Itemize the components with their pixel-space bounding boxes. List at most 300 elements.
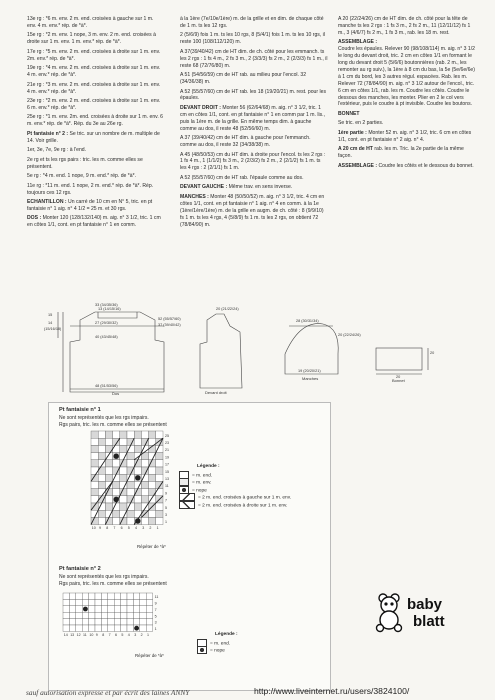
right-front-section [180,105,328,133]
chart-cell [98,510,105,517]
chart-cell [91,453,98,460]
chart-cell [63,606,69,612]
legend-item: = 2 m. end. croisées à gauche sur 1 m. env. [179,493,329,501]
chart-2-subtitle-2: Rgs pairs, tric. les m. comme elles se présentent [59,581,167,587]
paragraph: 19e rg : *4 m. env. 2 m. end. croisées à droite sur 1 m. env. 4 m. env.* rép. de *à*. [27,65,161,79]
paragraph: A 51 (54/56/59) cm de HT rab. au milieu pour l'encol. 32 (34/36/38) m. [180,72,307,86]
bobble-mark [83,607,88,612]
chart-cell [120,438,127,445]
hat-assembly-text: Coudre les côtés et le dessous du bonnet. [378,162,474,169]
chart-cell [91,517,98,524]
dos-mid-measure: 40 (43/45/48) [95,335,118,339]
chart-cell [95,619,101,625]
bobble-mark [135,518,140,523]
chart-cell [108,593,114,599]
chart-cell [127,453,134,460]
chart-cell [113,467,120,474]
chart-cell [76,593,82,599]
chart-cell [121,599,127,605]
chart-cell [76,619,82,625]
chart-cell [105,510,112,517]
assembly-section [338,39,476,108]
column-number: 8 [106,526,109,531]
chart-cell [101,599,107,605]
chart-cell [134,431,141,438]
chart-cell [149,431,156,438]
chart-cell [63,612,69,618]
chart-cell [91,481,98,488]
chart-cell [98,517,105,524]
dos-top-measure: 33 (34/35/36) [95,303,118,307]
manches-top-measure: 28 (30/31/34) [296,319,319,323]
legend-item: = m. end. [179,471,329,479]
chart-cell [156,445,163,452]
paragraph: A 20 (22/24/26) cm de HT dim. de ch. côté pour la tête de manche ts les 2 rgs : 1 fs 3 m., 2 fs 2 m., 11 (12/11/12) fs 1 m., 3 (4/6/7) fs 2 m., 1 fs 3 m., rab. les 18 m. rest. [338,16,471,36]
chart-cell [120,517,127,524]
chart-cell [127,625,133,631]
chart-cell [98,438,105,445]
chart-cell [127,510,134,517]
chart-cell [95,606,101,612]
hat-text: Se tric. en 2 parties. [338,120,384,127]
chart-cell [69,606,75,612]
chart-cell [108,599,114,605]
chart-cell [89,612,95,618]
hat-heading: BONNET [338,110,360,117]
column-number: 5 [121,632,124,637]
chart-cell [91,467,98,474]
paragraph: A 37(39/40/42) cm de HT dim. de ch. côté pour les emmanch. ts les 2 rgs : 1 fs 4 m., 2 fs 3 m., 2 (3/3/3) fs 2 m., 2 (2/3/3) fs 1 m., il reste 68 (72/76/80) m. [180,48,328,69]
chart-cell [156,489,163,496]
devant-top-measure: 20 (21/22/24) [216,307,239,311]
chart-2-legend [197,631,307,654]
column-number: 3 [134,632,137,637]
chart-cell [114,599,120,605]
chart-cell [89,593,95,599]
sleeves-section [180,194,328,229]
gauge-text: Un carré de 10 cm en N° 5, tric. en pt fantaisie n° 1 aig. n° 4 1/2 = 25 m. et 30 rgs. [27,199,153,212]
legend-item: = m. end. [197,639,307,647]
chart-cell [105,467,112,474]
dos-label: Dos [112,391,120,396]
column-number: 10 [91,526,96,531]
chart-cell [113,489,120,496]
chart-cell [98,474,105,481]
chart-cell [156,453,163,460]
chart-cell [149,481,156,488]
dos-bottom-measure: 48 (51/53/56) [95,384,118,388]
chart-cell [91,438,98,445]
instructions-column-1 [27,16,163,232]
hat-assembly [338,163,476,170]
chart-cell [113,431,120,438]
chart-cell [140,599,146,605]
logo-text-baby: baby [407,596,443,613]
chart-cell [134,460,141,467]
dos-height-4: 52 (55/57/60) [158,317,181,321]
chart-1-subtitle-2: Rgs pairs, tric. les m. comme elles se présentent [59,422,167,428]
chart-cell [121,625,127,631]
hat-part-1-heading: 1ère partie : [338,129,367,136]
column-number: 1 [156,526,159,531]
chart-cell [91,489,98,496]
chart-cell [91,510,98,517]
back-heading: DOS : [27,215,42,222]
dos-height-2: 14 [48,321,53,325]
chart-cell [76,606,82,612]
chart-cell [140,593,146,599]
baby-blatt-logo [373,592,473,632]
chart-cell [95,625,101,631]
chart-cell [134,467,141,474]
chart-cell [133,606,139,612]
row-number: 11 [154,595,159,600]
column-number: 7 [108,632,111,637]
paragraph: A 45 (48/50/53) cm du HT dim. à droite pour l'encol. ts les 2 rgs : 1 fs 4 m., 1 (1/1/2) fs 3 m., 2 (2/3/2) fs 2 m., 2 (2/1/2) fs 1 m. ts les 4 rgs : 2 (2/1/1) fs 1 m. [180,151,326,172]
legend-item: = nope [197,646,307,654]
chart-cell [114,612,120,618]
sleeves-heading: MANCHES : [180,193,209,200]
chart-cell [108,619,114,625]
bonnet-width-measure: 20 [396,375,401,379]
chart-cell [105,460,112,467]
chart-cell [120,445,127,452]
chart-2-subtitle-1: Ne sont représentés que les rgs impairs. [59,574,149,580]
chart-cell [63,593,69,599]
devant-label: Devant droit [205,390,227,395]
column-number: 6 [120,526,123,531]
chart-cell [82,625,88,631]
chart-cell [149,517,156,524]
chart-cell [76,625,82,631]
column-number: 12 [76,632,81,637]
column-number: 13 [70,632,75,637]
pattern-2-section [27,131,163,145]
chart-cell [105,517,112,524]
chart-cell [69,599,75,605]
chart-cell [95,612,101,618]
column-number: 3 [142,526,145,531]
source-url[interactable]: http://www.liveinternet.ru/users/3824100/ [254,686,410,696]
hat-part-2-heading: A 20 cm de HT [338,146,373,153]
hat-part-2-text: rab. les m. Tric. la 2e partie de la même façon. [338,146,464,160]
manches-height-measure: 20 (22/24/26) [338,333,361,337]
chart-cell [76,599,82,605]
chart-cell [120,489,127,496]
row-number: 21 [165,448,169,453]
chart-cell [98,445,105,452]
chart-cell [140,619,146,625]
chart-cell [89,625,95,631]
column-number: 5 [127,526,130,531]
column-number: 2 [140,632,143,637]
column-number: 4 [135,526,137,531]
chart-cell [141,474,148,481]
chart-cell [127,431,134,438]
chart-1-grid [55,429,169,537]
chart-cell [127,619,133,625]
cross-right-symbol [179,501,195,509]
back-section [27,215,163,229]
chart-1-title: Pt fantaisie n° 1 [59,407,101,413]
chart-cell [114,593,120,599]
row-number: 1 [165,520,167,525]
bobble-mark [113,453,118,458]
chart-cell [149,467,156,474]
chart-cell [149,460,156,467]
chart-1-repeat: Répéter de *à* [137,544,166,549]
chart-cell [146,619,152,625]
chart-cell [98,503,105,510]
paragraph: 2 (5/6/9) fois 1 m. ts les 10 rgs, 8 (5/4/1) fois 1 m. ts les 10 rgs, il reste 100 (108/112/120) m. [180,32,325,46]
gauge-section [27,199,163,213]
column-number: 9 [95,632,98,637]
column-number: 6 [115,632,117,637]
chart-cell [113,503,120,510]
paragraph: 2e rg et ts les rgs pairs : tric. les m. comme elles se présentent. [27,156,143,170]
chart-cell [133,612,139,618]
chart-cell [127,489,134,496]
chart-cell [108,606,114,612]
dos-height-1: 15 [48,313,53,317]
chart-cell [91,431,98,438]
row-number: 5 [154,614,157,619]
dos-height-3: (15/16/18) [44,327,62,331]
chart-cell [120,510,127,517]
logo-text-blatt: blatt [413,613,445,630]
row-number: 23 [165,440,169,445]
paragraph: 25e rg : *1 m. env. 2m. end. croisées à droite sur 1 m. env. 6 m. env.* rép. de *à*. Rép. du 3e au 26e rg. [27,114,163,128]
chart-cell [98,431,105,438]
chart-cell [69,625,75,631]
chart-cell [113,445,120,452]
chart-cell [120,481,127,488]
chart-cell [101,612,107,618]
bobble-mark [135,475,140,480]
chart-cell [120,467,127,474]
chart-cell [134,481,141,488]
chart-cell [105,445,112,452]
garment-schematics [0,296,495,396]
chart-cell [134,496,141,503]
chart-cell [141,481,148,488]
row-number: 3 [154,620,157,625]
chart-cell [101,593,107,599]
chart-cell [82,599,88,605]
chart-1-legend [179,463,329,508]
teddy-bear-icon [377,594,402,632]
row-number: 5 [165,505,167,510]
dos-shoulder-measure: 27 (29/30/32) [95,321,118,325]
right-front-text: Monter 56 (62/64/68) m. aig. n° 3 1/2, tric. 1 cm en côtes 1/1, cont. en pt fantaisie n° 1 en comm par 1 m. lis., puis la 1ère m. de la grille. En même temps dim. à gauche comme au dos, il reste 48 (52/56/60) m. [180,104,326,132]
instructions-column-2 [180,16,328,231]
chart-cell [146,606,152,612]
chart-cell [127,599,133,605]
column-number: 8 [102,632,105,637]
stitch-charts-panel [48,402,331,691]
column-number: 1 [147,632,149,637]
row-number: 1 [154,627,157,632]
row-number: 19 [165,455,169,460]
bonnet-height-measure: 20 [430,351,435,355]
manches-bottom-measure: 19 (20/20/21) [298,369,321,373]
row-number: 13 [165,476,169,481]
chart-cell [141,517,148,524]
row-number: 25 [165,433,169,438]
chart-cell [127,481,134,488]
chart-cell [141,467,148,474]
chart-cell [101,606,107,612]
chart-cell [98,467,105,474]
back-text: Monter 120 (128/132/140) m. aig. n° 3 1/2, tric. 1 cm en côtes 1/1, cont. en pt fantaisie n° 1 en comm. [27,215,161,229]
chart-cell [120,431,127,438]
chart-cell [98,481,105,488]
chart-cell [141,431,148,438]
chart-cell [156,510,163,517]
row-number: 7 [154,607,157,612]
hat-part-2 [338,146,476,160]
chart-cell [105,431,112,438]
footer-copyright: sauf autorisation expresse et par écrit des laines ANNY [26,688,190,697]
chart-cell [127,460,134,467]
chart-cell [141,496,148,503]
manches-label: Manches [302,376,319,381]
chart-cell [156,460,163,467]
paragraph: 11e rg : *11 m. end. 1 nope, 2 m. end.* rép. de *à*. Rép. toujours ces 12 rgs. [27,182,154,196]
chart-2-title: Pt fantaisie n° 2 [59,566,101,572]
chart-cell [108,625,114,631]
chart-cell [114,625,120,631]
chart-cell [114,619,120,625]
chart-cell [127,445,134,452]
paragraph: 23e rg : *2 m. env. 2 m. end. croisées à droite sur 1 m. env. 6 m. env.* rép. de *à*. [27,98,161,111]
bobble-mark [113,497,118,502]
chart-cell [146,593,152,599]
row-number: 15 [165,469,169,474]
chart-cell [133,599,139,605]
chart-cell [149,489,156,496]
chart-cell [91,445,98,452]
row-number: 3 [165,512,167,517]
chart-cell [134,489,141,496]
chart-cell [127,496,134,503]
chart-cell [127,612,133,618]
chart-2-grid [55,589,165,653]
chart-cell [149,453,156,460]
gauge-heading: ECHANTILLON : [27,199,67,206]
chart-cell [120,460,127,467]
pattern-2-text: Se tric. sur un nombre de m. multiple de 14. Voir grille. [27,130,160,144]
assembly-text: Coudre les épaules. Relever 90 (98/108/114) m. aig. n° 3 1/2 le long du devant droit, tric. 2 cm en côtes 1/1 en formant le long du devant droit 5 (5/6/6) boutonnières (rab. 2 m., les remonter au rg suiv.), la 1ère à 8 cm du bas, la 5e (5e/6e/6e) à 1 cm du bord, les 3 autres régul. espacées. Rab. les m. Relever 72 (78/84/90) m. aig. n° 3 1/2 autour de l'encol., tric. 6 cm en côtes 1/1, rab. les m. Coudre les côtés. Coudre le dessous des manches, les monter. Plier en 2 le col vers l'extérieur, puis le coudre à pt invisible. Coudre les boutons. [338,46,476,108]
chart-cell [156,517,163,524]
chart-cell [76,612,82,618]
chart-cell [127,438,134,445]
column-number: 10 [89,632,94,637]
chart-cell [105,438,112,445]
row-number: 9 [154,601,157,606]
pattern-2-heading: Pt fantaisie n° 2 : [27,130,69,137]
chart-cell [82,612,88,618]
hat-part-1 [338,130,476,144]
chart-cell [146,612,152,618]
chart-cell [113,517,120,524]
chart-cell [98,453,105,460]
chart-cell [63,599,69,605]
column-number: 4 [127,632,130,637]
row-number: 7 [165,498,167,503]
chart-cell [101,619,107,625]
left-front-text: Même trav. en sens inverse. [228,184,293,191]
chart-cell [140,625,146,631]
chart-cell [134,503,141,510]
chart-cell [156,474,163,481]
column-number: 14 [63,632,68,637]
left-front-section [180,184,328,191]
chart-cell [156,431,163,438]
paragraph: 13e rg : *6 m. env. 2 m. end. croisées à gauche sur 1 m. env. 4 m. env.* rép. de *à*. [27,16,154,29]
chart-cell [121,619,127,625]
column-number: 11 [83,632,87,637]
chart-cell [89,599,95,605]
chart-cell [140,612,146,618]
paragraph: 1er, 3e, 7e, 9e rg : à l'end. [27,147,87,154]
bonnet-label: Bonnet [392,378,405,383]
chart-cell [121,612,127,618]
chart-cell [127,606,133,612]
chart-cell [63,625,69,631]
paragraph: 15e rg : *2 m. env. 1 nope, 3 m. env. 2 m. end. croisées à droite sur 1 m. env. 1 m. env.* rép. de *à*. [27,32,156,46]
chart-cell [146,625,152,631]
chart-cell [121,593,127,599]
chart-cell [141,489,148,496]
chart-cell [127,474,134,481]
paragraph: 5e rg : *4 m. end. 1 nope, 9 m. end.* rép. de *à*. [27,173,137,180]
chart-cell [91,460,98,467]
chart-cell [133,593,139,599]
chart-cell [156,503,163,510]
right-front-heading: DEVANT DROIT : [180,104,221,111]
dos-neck-measure: 13 (14/15/16) [98,307,121,311]
chart-cell [113,481,120,488]
left-front-heading: DEVANT GAUCHE : [180,184,228,191]
bobble-mark [134,626,139,631]
chart-cell [134,510,141,517]
chart-cell [95,593,101,599]
row-number: 11 [165,484,169,489]
chart-2-repeat: Répéter de *à* [135,653,164,658]
sleeves-text: Monter 48 (50/50/52) m. aig. n° 3 1/2, tric. 4 cm en côtes 1/1, cont. en pt fantaisie n° 1 aig. n° 4 en comm. à la 1e (1ère/1ère/1ère) m. de la grille en augm. de ch. côté : 8 (9/9/10) fs 1 m. ts les 4 rgs, 4 (5/8/9) fs 1 m. ts les 2 rgs, on obtient 72 (78/84/90) m. [180,193,325,228]
bobble-symbol [197,646,207,654]
chart-cell [89,606,95,612]
chart-cell [105,496,112,503]
legend-title: Légende : [215,632,238,637]
paragraph: A 37 (39/40/42) cm de HT dim. à gauche pour l'emmanch. comme au dos, il reste 32 (34/38/38) m. [180,135,311,149]
chart-cell [121,606,127,612]
chart-cell [82,593,88,599]
chart-cell [141,438,148,445]
paragraph: à la 1ère (7e/10e/1ère) m. de la grille et en dim. de chaque côté de 1 m. ts les 12 rgs. [180,16,324,29]
legend-item: = 2 m. end. croisées à droite sur 1 m. env. [179,501,329,509]
chart-cell [146,599,152,605]
chart-cell [156,467,163,474]
chart-cell [113,474,120,481]
dos-height-5: 37 (39/40/42) [158,323,181,327]
row-number: 17 [165,462,169,467]
chart-cell [108,612,114,618]
column-number: 2 [149,526,152,531]
chart-cell [95,599,101,605]
chart-cell [69,619,75,625]
